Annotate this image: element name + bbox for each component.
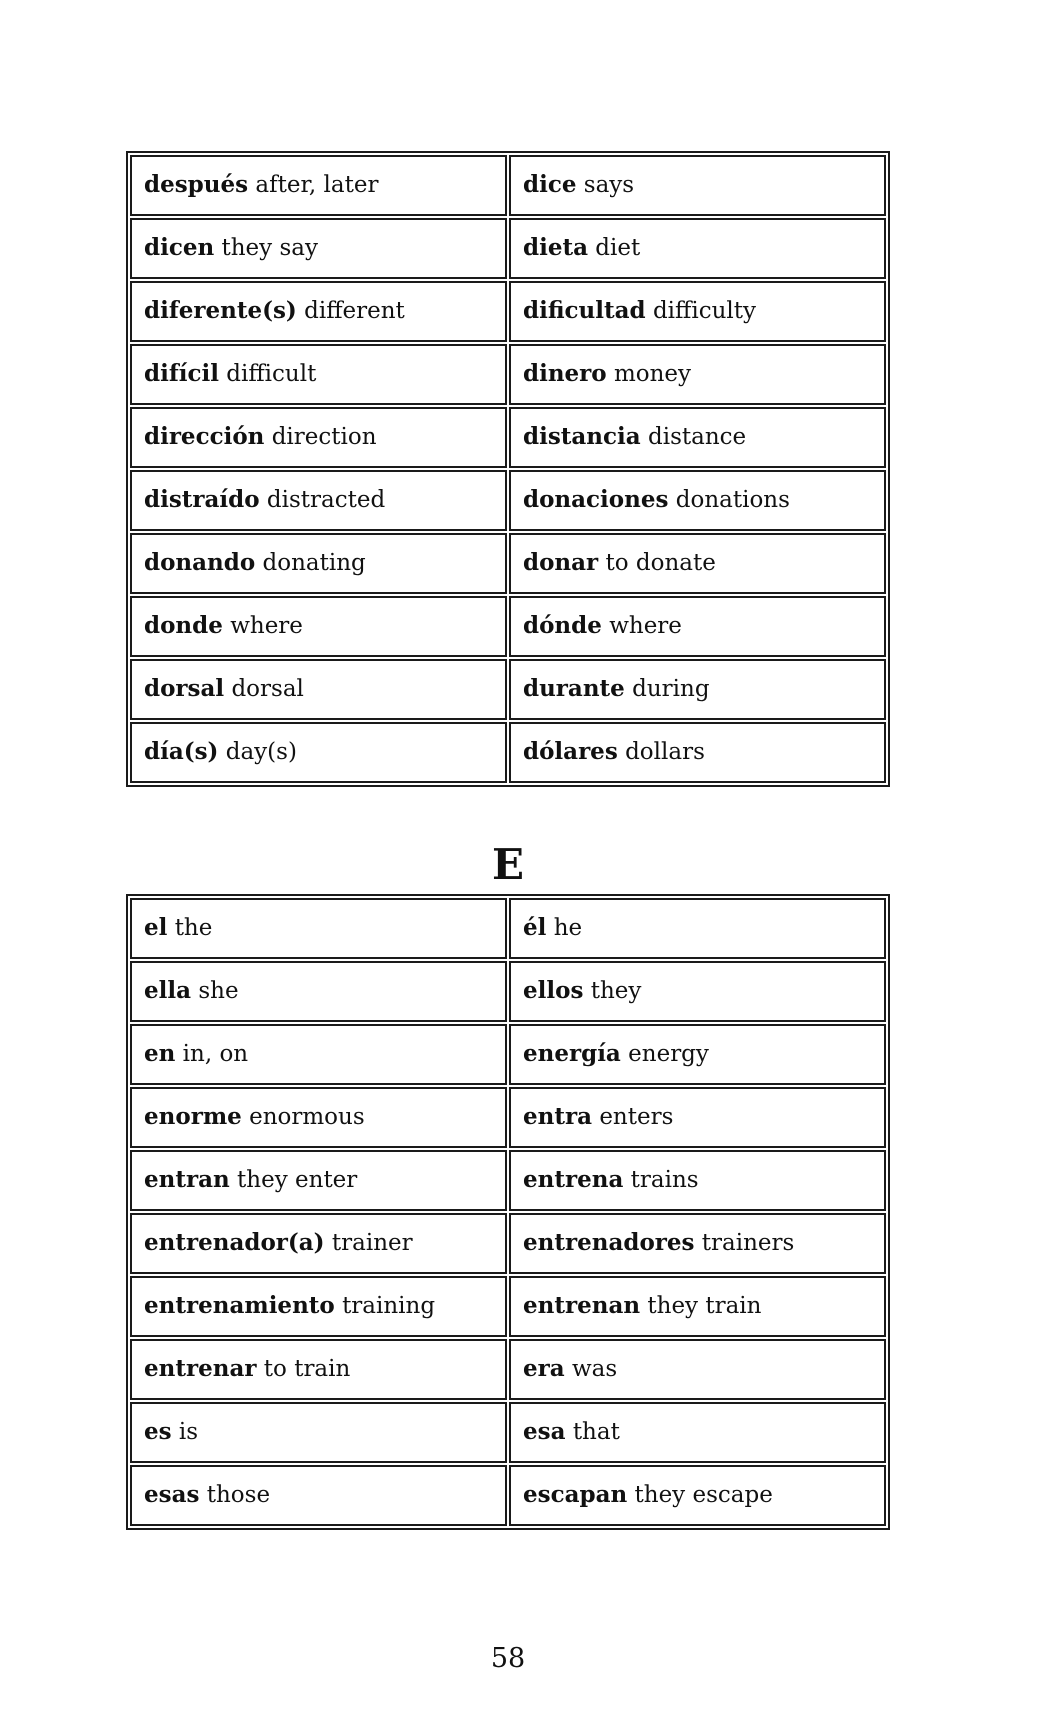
- entry-term: entrenador(a): [144, 1229, 325, 1257]
- entry-cell: [130, 1465, 507, 1526]
- entry-term: después: [144, 171, 249, 199]
- table-row: [130, 470, 886, 531]
- entry-cell: [130, 1213, 507, 1274]
- table-row: [130, 344, 886, 405]
- entry-cell: [509, 898, 886, 959]
- entry-term: era: [523, 1355, 565, 1383]
- table-row: [130, 1213, 886, 1274]
- entry-cell: [509, 533, 886, 594]
- entry-term: energía: [523, 1040, 621, 1068]
- table-row: [130, 1402, 886, 1463]
- entry-translation: difficult: [226, 361, 317, 388]
- entry-cell: [509, 344, 886, 405]
- entry-term: dice: [523, 171, 577, 199]
- entry-translation: where: [609, 613, 682, 640]
- entry-term: entrenar: [144, 1355, 257, 1383]
- entry-term: dólares: [523, 738, 618, 766]
- entry-cell: [509, 1465, 886, 1526]
- entry-translation: energy: [628, 1041, 709, 1068]
- entry-term: ella: [144, 977, 192, 1005]
- entry-translation: money: [613, 361, 692, 388]
- entry-translation: diet: [595, 235, 641, 262]
- entry-cell: [130, 470, 507, 531]
- entry-term: donde: [144, 612, 223, 640]
- table-row: [130, 1087, 886, 1148]
- entry-translation: those: [206, 1482, 271, 1509]
- entry-translation: trainer: [331, 1230, 413, 1257]
- entry-cell: [130, 1024, 507, 1085]
- table-row: [130, 1276, 886, 1337]
- entry-translation: was: [571, 1356, 618, 1383]
- entry-translation: to donate: [605, 550, 716, 577]
- entry-term: el: [144, 914, 168, 942]
- entry-translation: day(s): [225, 739, 297, 766]
- entry-term: esas: [144, 1481, 200, 1509]
- entry-cell: [509, 1024, 886, 1085]
- entry-cell: [130, 218, 507, 279]
- entry-cell: [130, 533, 507, 594]
- table-row: [130, 659, 886, 720]
- table-row: [130, 898, 886, 959]
- entry-cell: [130, 722, 507, 783]
- entry-cell: [130, 596, 507, 657]
- vocab-table-d: [126, 151, 890, 787]
- entry-cell: [509, 155, 886, 216]
- entry-cell: [509, 1339, 886, 1400]
- entry-translation: donating: [262, 550, 366, 577]
- entry-term: donar: [523, 549, 599, 577]
- entry-term: entrena: [523, 1166, 624, 1194]
- entry-term: dieta: [523, 234, 588, 262]
- table-row: [130, 281, 886, 342]
- entry-cell: [509, 1402, 886, 1463]
- table-row: [130, 1150, 886, 1211]
- entry-cell: [509, 961, 886, 1022]
- entry-term: difícil: [144, 360, 219, 388]
- entry-translation: they: [590, 978, 642, 1005]
- entry-translation: enormous: [249, 1104, 365, 1131]
- entry-term: ellos: [523, 977, 584, 1005]
- entry-cell: [509, 1276, 886, 1337]
- entry-translation: he: [553, 915, 583, 942]
- entry-cell: [509, 596, 886, 657]
- entry-term: entrenadores: [523, 1229, 695, 1257]
- entry-cell: [509, 1213, 886, 1274]
- entry-term: dirección: [144, 423, 265, 451]
- entry-translation: dollars: [625, 739, 705, 766]
- entry-translation: to train: [263, 1356, 351, 1383]
- entry-cell: [509, 470, 886, 531]
- entry-translation: difficulty: [652, 298, 756, 325]
- entry-term: distancia: [523, 423, 641, 451]
- entry-term: donaciones: [523, 486, 669, 514]
- section-letter-heading: E: [491, 840, 524, 889]
- table-row: [130, 407, 886, 468]
- entry-cell: [130, 407, 507, 468]
- entry-translation: the: [174, 915, 213, 942]
- entry-translation: distance: [647, 424, 747, 451]
- entry-translation: trains: [630, 1167, 699, 1194]
- entry-cell: [509, 659, 886, 720]
- entry-translation: direction: [271, 424, 377, 451]
- entry-term: distraído: [144, 486, 260, 514]
- entry-cell: [509, 722, 886, 783]
- entry-cell: [509, 218, 886, 279]
- entry-term: esa: [523, 1418, 566, 1446]
- entry-translation: says: [583, 172, 635, 199]
- table-row: [130, 722, 886, 783]
- entry-translation: they escape: [634, 1482, 773, 1509]
- entry-translation: distracted: [266, 487, 386, 514]
- entry-term: dicen: [144, 234, 215, 262]
- entry-translation: they enter: [237, 1167, 358, 1194]
- entry-translation: donations: [675, 487, 790, 514]
- entry-cell: [130, 1339, 507, 1400]
- entry-cell: [509, 281, 886, 342]
- entry-cell: [130, 1276, 507, 1337]
- entry-translation: different: [304, 298, 405, 325]
- entry-term: escapan: [523, 1481, 628, 1509]
- entry-term: durante: [523, 675, 625, 703]
- entry-term: enorme: [144, 1103, 242, 1131]
- table-row: [130, 1024, 886, 1085]
- entry-cell: [509, 407, 886, 468]
- entry-term: entrenan: [523, 1292, 641, 1320]
- entry-cell: [509, 1087, 886, 1148]
- entry-cell: [130, 1150, 507, 1211]
- entry-term: es: [144, 1418, 172, 1446]
- entry-translation: they say: [221, 235, 318, 262]
- entry-translation: they train: [647, 1293, 762, 1320]
- table-row: [130, 596, 886, 657]
- table-row: [130, 218, 886, 279]
- table-row: [130, 155, 886, 216]
- entry-term: dinero: [523, 360, 607, 388]
- entry-term: día(s): [144, 738, 219, 766]
- entry-cell: [130, 961, 507, 1022]
- entry-term: entrenamiento: [144, 1292, 335, 1320]
- entry-term: donando: [144, 549, 256, 577]
- table-row: [130, 961, 886, 1022]
- entry-translation: she: [198, 978, 239, 1005]
- entry-cell: [130, 659, 507, 720]
- entry-translation: trainers: [701, 1230, 795, 1257]
- entry-term: en: [144, 1040, 176, 1068]
- entry-term: dificultad: [523, 297, 646, 325]
- entry-cell: [130, 898, 507, 959]
- entry-translation: enters: [599, 1104, 674, 1131]
- entry-translation: in, on: [182, 1041, 249, 1068]
- entry-cell: [130, 1402, 507, 1463]
- entry-translation: that: [572, 1419, 620, 1446]
- entry-cell: [130, 1087, 507, 1148]
- entry-cell: [130, 344, 507, 405]
- entry-translation: after, later: [255, 172, 379, 199]
- entry-term: entra: [523, 1103, 592, 1131]
- entry-term: dorsal: [144, 675, 225, 703]
- entry-term: dónde: [523, 612, 602, 640]
- entry-cell: [130, 281, 507, 342]
- entry-term: diferente(s): [144, 297, 297, 325]
- entry-cell: [130, 155, 507, 216]
- table-row: [130, 1339, 886, 1400]
- vocab-table-e: [126, 894, 890, 1530]
- entry-translation: dorsal: [231, 676, 304, 703]
- entry-translation: during: [632, 676, 710, 703]
- entry-cell: [509, 1150, 886, 1211]
- entry-term: él: [523, 914, 547, 942]
- page-number: 58: [490, 1643, 526, 1674]
- entry-translation: training: [342, 1293, 436, 1320]
- table-row: [130, 1465, 886, 1526]
- entry-term: entran: [144, 1166, 230, 1194]
- entry-translation: is: [178, 1419, 199, 1446]
- entry-translation: where: [230, 613, 303, 640]
- table-row: [130, 533, 886, 594]
